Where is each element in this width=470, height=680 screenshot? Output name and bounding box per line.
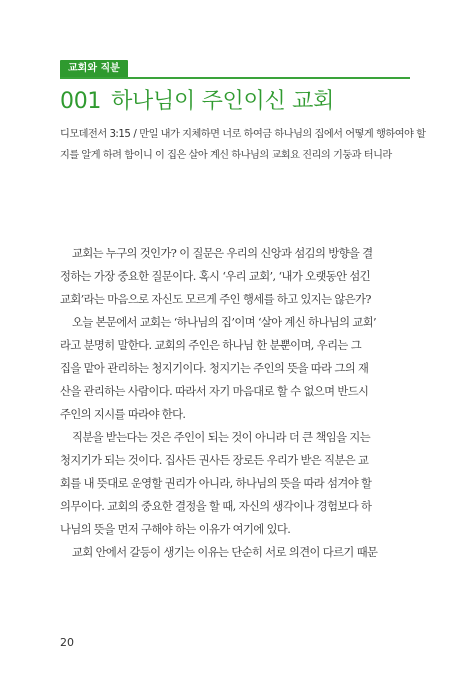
chapter-title-text: 하나님이 주인이신 교회 — [111, 89, 335, 114]
body-line: 라고 분명히 말한다. 교회의 주인은 하나님 한 분뿐이며, 우리는 그 — [60, 339, 362, 352]
body-line: 교회’라는 마음으로 자신도 모르게 주인 행세를 하고 있지는 않은가? — [60, 293, 371, 306]
body-line: 주인의 지시를 따라야 한다. — [60, 408, 186, 421]
body-line: 청지기가 되는 것이다. 집사든 권사든 장로든 우리가 받은 직분은 교 — [60, 454, 369, 467]
body-line: 산을 관리하는 사람이다. 따라서 자기 마음대로 할 수 없으며 반드시 — [60, 385, 369, 398]
verse-text-1: 만일 내가 지체하면 너로 하여금 하나님의 집에서 어떻게 행하여야 할 — [139, 129, 426, 140]
chapter-tag: 교회와 직분 — [60, 60, 128, 78]
chapter-number: 001 — [60, 89, 102, 114]
verse-reference: 디모데전서 3:15 — [60, 129, 131, 140]
verse-line — [60, 124, 426, 145]
body-line: 교회는 누구의 것인가? 이 질문은 우리의 신앙과 섬김의 방향을 결 — [72, 247, 373, 260]
body-line: 집을 맡아 관리하는 청지기이다. 청지기는 주인의 뜻을 따라 그의 재 — [60, 362, 369, 375]
body-line: 정하는 가장 중요한 질문이다. 혹시 ‘우리 교회’, ‘내가 오랫동안 섬긴 — [60, 270, 371, 283]
body-line: 오늘 본문에서 교회는 ‘하나님의 집’이며 ‘살아 계신 하나님의 교회’ — [72, 316, 377, 329]
body-line: 나님의 뜻을 먼저 구해야 하는 이유가 여기에 있다. — [60, 523, 291, 536]
chapter-title — [60, 84, 410, 115]
header-divider — [60, 77, 410, 79]
body-line: 교회 안에서 갈등이 생기는 이유는 단순히 서로 의견이 다르기 때문 — [72, 546, 378, 559]
verse-line: 지를 알게 하려 함이니 이 집은 살아 계신 하나님의 교회요 진리의 기둥과 터니라 — [60, 150, 392, 161]
body-text — [60, 242, 412, 564]
body-line: 직분을 받는다는 것은 주인이 되는 것이 아니라 더 큰 책임을 지는 — [72, 431, 371, 444]
scripture-verse — [60, 124, 426, 166]
page-number: 20 — [60, 636, 74, 649]
body-line: 회를 내 뜻대로 운영할 권리가 아니라, 하나님의 뜻을 따라 섬겨야 할 — [60, 477, 372, 490]
verse-separator: / — [133, 129, 137, 140]
body-line: 의무이다. 교회의 중요한 결정을 할 때, 자신의 생각이나 경험보다 하 — [60, 500, 372, 513]
